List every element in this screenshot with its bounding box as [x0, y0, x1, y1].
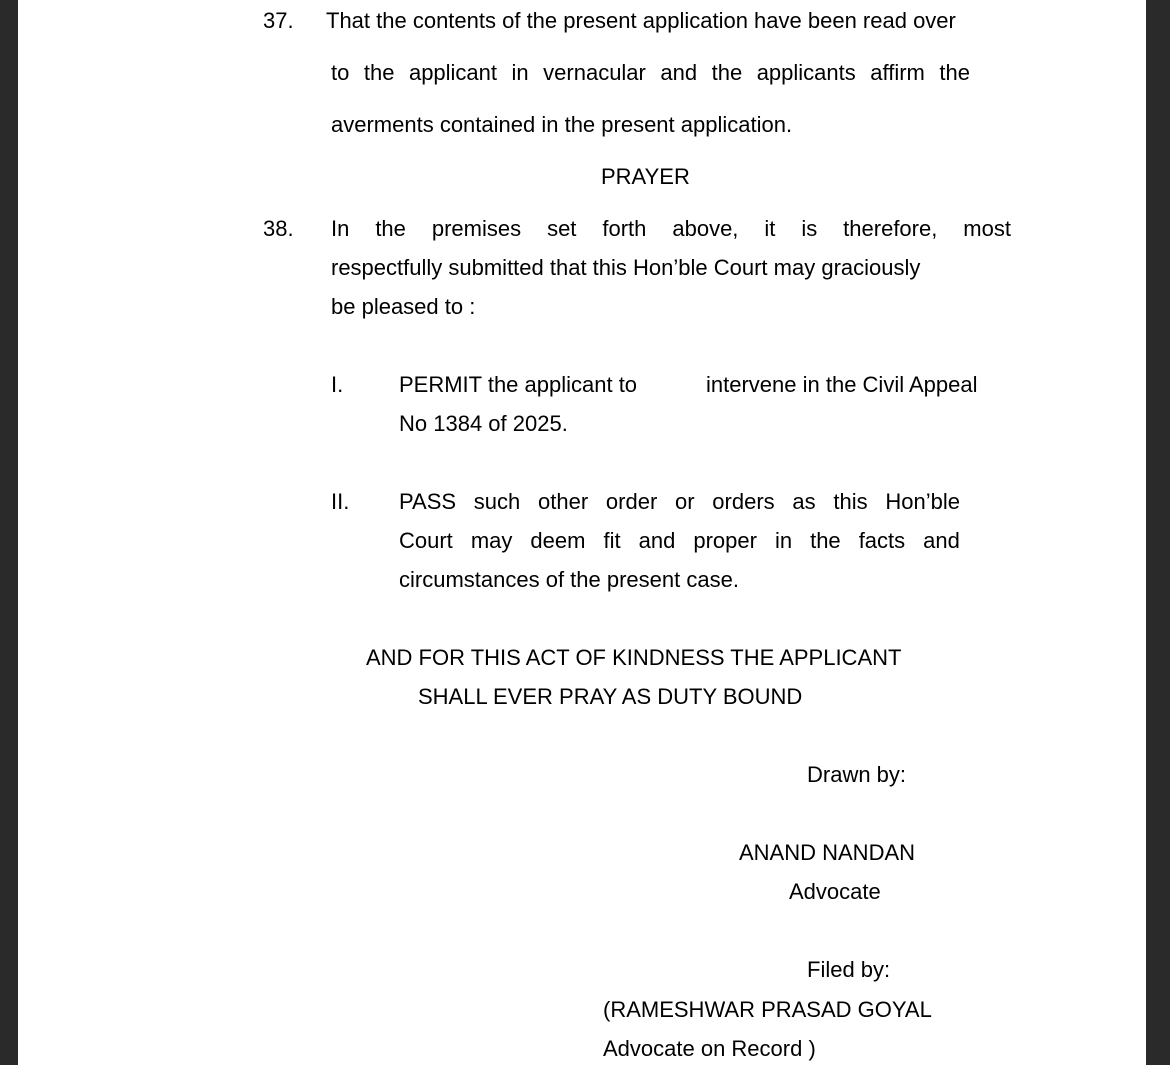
word: set [547, 216, 577, 241]
word: therefore, [843, 216, 938, 241]
word: orders [712, 489, 775, 514]
word: the [711, 60, 743, 85]
closing-line-1: AND FOR THIS ACT OF KINDNESS THE APPLICANT [366, 645, 902, 670]
word: Hon’ble [885, 489, 960, 514]
filed-by-title: Advocate on Record ) [603, 1036, 816, 1061]
word: premises [431, 216, 522, 241]
para-38-line-1 [331, 216, 1011, 242]
prayer-item-2-line-3: circumstances of the present case. [399, 567, 739, 592]
word: the [939, 60, 970, 85]
prayer-item-2-numeral: II. [331, 489, 350, 514]
word: applicant [408, 60, 498, 85]
word: proper [693, 528, 757, 553]
word: in [774, 528, 793, 553]
word: PASS [399, 489, 457, 514]
prayer-item-1-line-1b: intervene in the Civil Appeal [706, 372, 978, 397]
prayer-item-2-line-2 [399, 528, 960, 554]
word: to [331, 60, 350, 85]
word: in [511, 60, 529, 85]
word: affirm [870, 60, 925, 85]
word: applicants [756, 60, 856, 85]
word: the [363, 60, 395, 85]
word: deem [530, 528, 586, 553]
drawn-by-title: Advocate [789, 879, 881, 904]
word: above, [672, 216, 739, 241]
para-38-number: 38. [263, 216, 294, 241]
para-37-line-1: That the contents of the present application have been read over [326, 8, 956, 33]
word: the [375, 216, 406, 241]
word: fit [603, 528, 621, 553]
word: order [605, 489, 658, 514]
para-38-line-3: be pleased to : [331, 294, 476, 319]
word: it [764, 216, 776, 241]
filed-by-label: Filed by: [807, 957, 891, 982]
para-37-line-2 [331, 60, 970, 86]
prayer-item-2-line-1 [399, 489, 960, 515]
word: the [810, 528, 841, 553]
drawn-by-label: Drawn by: [807, 762, 907, 787]
para-37-number: 37. [263, 8, 294, 33]
document-page [18, 0, 1146, 1065]
prayer-item-1-numeral: I. [331, 372, 344, 397]
word: forth [602, 216, 647, 241]
word: such [473, 489, 521, 514]
para-37-line-3: averments contained in the present application. [331, 112, 793, 137]
para-38-line-2: respectfully submitted that this Hon’ble Court may graciously [331, 255, 921, 280]
word: as [792, 489, 816, 514]
word: Court [399, 528, 453, 553]
word: most [963, 216, 1011, 241]
word: is [801, 216, 818, 241]
word: vernacular [543, 60, 646, 85]
prayer-item-1-line-1a: PERMIT the applicant to [399, 372, 638, 397]
word: other [538, 489, 589, 514]
prayer-heading: PRAYER [601, 164, 690, 189]
word: and [923, 528, 960, 553]
word: In [331, 216, 350, 241]
prayer-item-1-line-2: No 1384 of 2025. [399, 411, 568, 436]
drawn-by-name: ANAND NANDAN [739, 840, 916, 865]
word: and [660, 60, 698, 85]
closing-line-2: SHALL EVER PRAY AS DUTY BOUND [418, 684, 803, 709]
word: facts [858, 528, 906, 553]
word: this [833, 489, 868, 514]
word: or [675, 489, 695, 514]
word: may [470, 528, 513, 553]
word: and [638, 528, 676, 553]
filed-by-name: (RAMESHWAR PRASAD GOYAL [603, 997, 932, 1022]
